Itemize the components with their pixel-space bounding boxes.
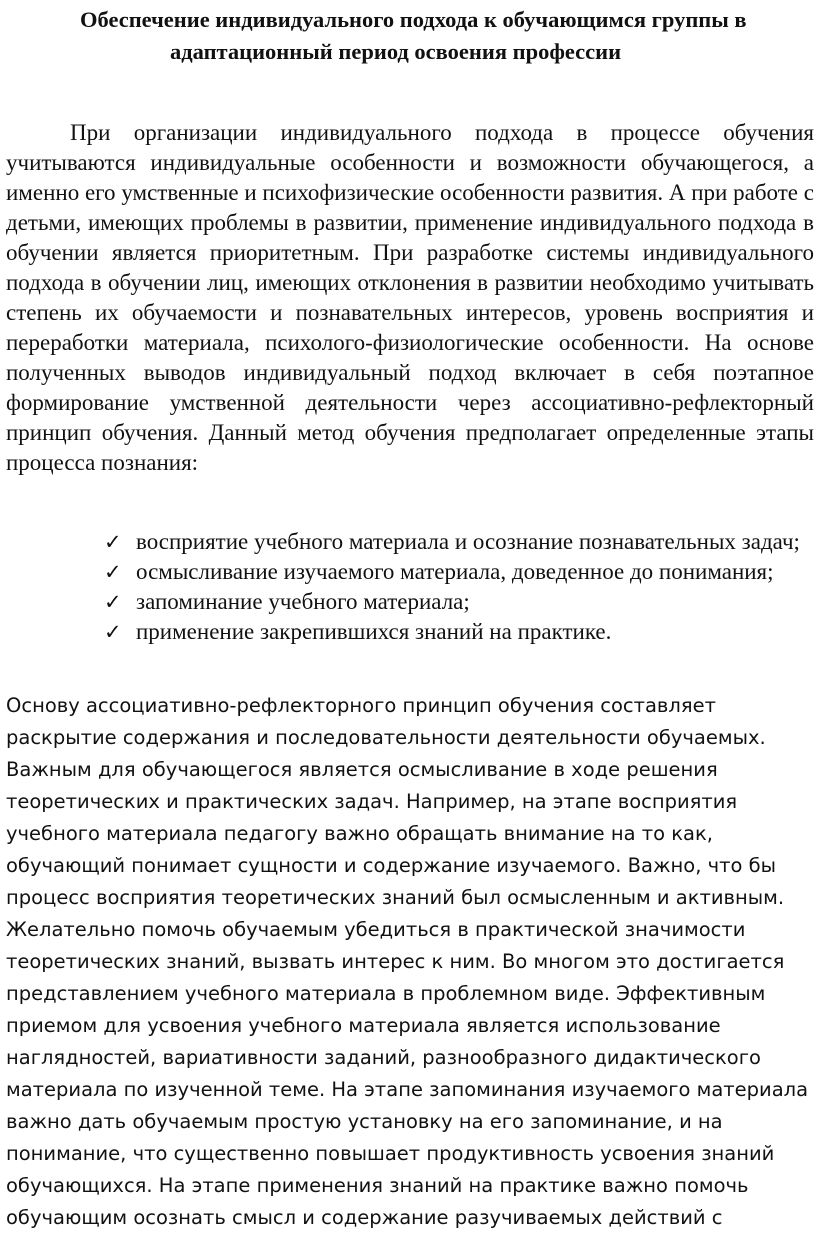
document-title [0, 4, 816, 68]
list-item-text: применение закрепившихся знаний на практике. [136, 619, 612, 644]
checkmark-icon: ✓ [104, 530, 122, 554]
title-line-2: адаптационный период освоения профессии [170, 39, 622, 64]
title-line-1: Обеспечение индивидуального подхода к обучающимся группы в [80, 7, 747, 32]
checkmark-icon: ✓ [104, 590, 122, 614]
list-item [104, 617, 814, 647]
body-paragraph: Основу ассоциативно-рефлекторного принцип обучения составляет раскрытие содержания и последовательности деятельности обучаемых. Важным для обучающегося является осмысливание в ходе решения теоретических и практических задач. Например, на этапе восприятия учебного материала педагогу важно обращать внимание на то как, обучающий понимает сущности и содержание изучаемого. Важно, что бы процесс восприятия теоретических знаний был осмысленным и активным. Желательно помочь обучаемым убедиться в практической значимости теоретических знаний, вызвать интерес к ним. Во многом это достигается представлением учебного материала в проблемном виде. Эффективным приемом для усвоения учебного материала является использование наглядностей, вариативности заданий, разнообразного дидактического материала по изученной теме. На этапе запоминания изучаемого материала важно дать обучаемым простую установку на его запоминание, и на понимание, что существенно повышает продуктивность усвоения знаний обучающихся. На этапе применения знаний на практике важно помочь обучающим осознать смысл и содержание разучиваемых действий с [6, 694, 809, 1229]
list-item [104, 527, 814, 557]
list-item [104, 557, 814, 587]
stages-checklist [104, 527, 814, 647]
checkmark-icon: ✓ [104, 620, 122, 644]
list-item-text: восприятие учебного материала и осознание познавательных задач; [136, 529, 800, 554]
list-item-text: осмысливание изучаемого материала, доведенное до понимания; [136, 559, 774, 584]
intro-paragraph: При организации индивидуального подхода в процессе обучения учитываются индивидуальные особенности и возможности обучающегося, а именно его умственные и психофизические особенности развития. А при работе с детьми, имеющих проблемы в развитии, применение индивидуального подхода в обучении является приоритетным. При разработке системы индивидуального подхода в обучении лиц, имеющих отклонения в развитии необходимо учитывать степень их обучаемости и познавательных интересов, уровень восприятия и переработки материала, психолого-физиологические особенности. На основе полученных выводов индивидуальный подход включает в себя поэтапное формирование умственной деятельности через ассоциативно-рефлекторный принцип обучения. Данный метод обучения предполагает определенные этапы процесса познания: [6, 120, 814, 475]
list-item-text: запоминание учебного материала; [136, 589, 470, 614]
list-item [104, 587, 814, 617]
checkmark-icon: ✓ [104, 560, 122, 584]
